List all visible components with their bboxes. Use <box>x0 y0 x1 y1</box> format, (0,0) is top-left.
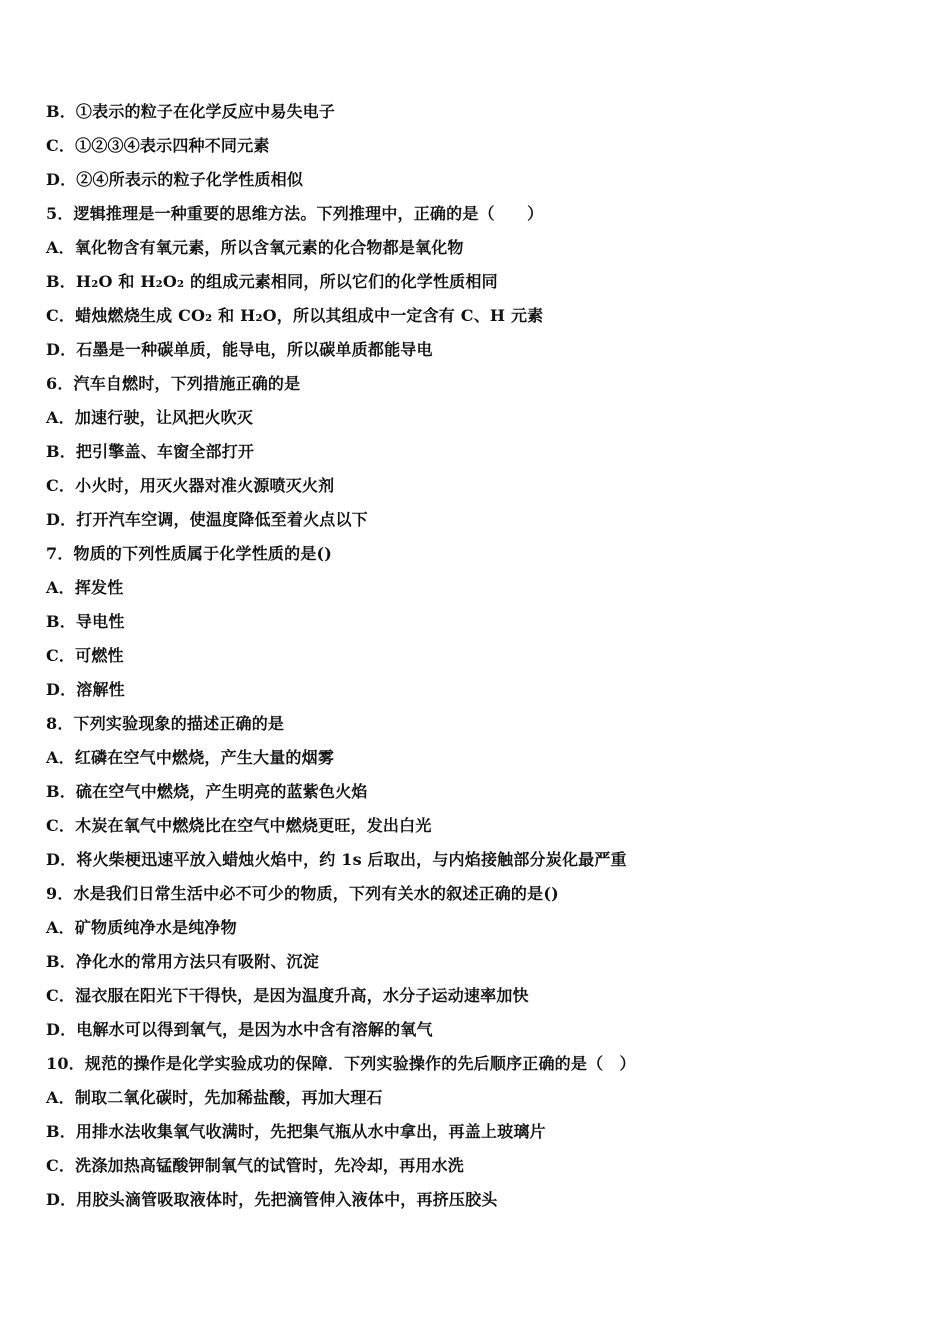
option-line: D．打开汽车空调，使温度降低至着火点以下 <box>46 510 368 529</box>
option-line: D．电解水可以得到氧气，是因为水中含有溶解的氧气 <box>46 1020 433 1039</box>
option-line: B．导电性 <box>46 612 125 631</box>
option-line: A．矿物质纯净水是纯净物 <box>46 918 237 937</box>
option-line: D．溶解性 <box>46 680 125 699</box>
option-line: C．蜡烛燃烧生成 CO₂ 和 H₂O，所以其组成中一定含有 C、H 元素 <box>46 306 544 325</box>
question-stem: 7．物质的下列性质属于化学性质的是() <box>46 544 333 563</box>
option-line: D．将火柴梗迅速平放入蜡烛火焰中，约 1s 后取出，与内焰接触部分炭化最严重 <box>46 850 627 869</box>
option-line: A．红磷在空气中燃烧，产生大量的烟雾 <box>46 748 335 767</box>
option-line: B．把引擎盖、车窗全部打开 <box>46 442 255 461</box>
option-line: C．小火时，用灭火器对准火源喷灭火剂 <box>46 476 335 495</box>
question-stem: 10．规范的操作是化学实验成功的保障．下列实验操作的先后顺序正确的是（ ） <box>46 1054 636 1073</box>
option-line: D．石墨是一种碳单质，能导电，所以碳单质都能导电 <box>46 340 433 359</box>
option-line: C．洗涤加热高锰酸钾制氧气的试管时，先冷却，再用水洗 <box>46 1156 464 1175</box>
option-line: C．可燃性 <box>46 646 124 665</box>
option-line: C．①②③④表示四种不同元素 <box>46 136 270 155</box>
question-stem: 6．汽车自燃时，下列措施正确的是 <box>46 374 301 393</box>
option-line: C．湿衣服在阳光下干得快，是因为温度升高，水分子运动速率加快 <box>46 986 529 1005</box>
option-line: B．硫在空气中燃烧，产生明亮的蓝紫色火焰 <box>46 782 368 801</box>
option-line: A．加速行驶，让风把火吹灭 <box>46 408 254 427</box>
option-line: B．H₂O 和 H₂O₂ 的组成元素相同，所以它们的化学性质相同 <box>46 272 498 291</box>
option-line: C．木炭在氧气中燃烧比在空气中燃烧更旺，发出白光 <box>46 816 432 835</box>
option-line: D．用胶头滴管吸取液体时，先把滴管伸入液体中，再挤压胶头 <box>46 1190 498 1209</box>
question-stem: 5．逻辑推理是一种重要的思维方法。下列推理中，正确的是（ ） <box>46 204 544 223</box>
question-list <box>46 99 906 1221</box>
option-line: A．氧化物含有氧元素，所以含氧元素的化合物都是氧化物 <box>46 238 464 257</box>
question-stem: 8．下列实验现象的描述正确的是 <box>46 714 285 733</box>
option-line: B．净化水的常用方法只有吸附、沉淀 <box>46 952 319 971</box>
question-stem: 9．水是我们日常生活中必不可少的物质，下列有关水的叙述正确的是() <box>46 884 559 903</box>
option-line: B．用排水法收集氧气收满时，先把集气瓶从水中拿出，再盖上玻璃片 <box>46 1122 546 1141</box>
option-line: B．①表示的粒子在化学反应中易失电子 <box>46 102 336 121</box>
option-line: A．挥发性 <box>46 578 124 597</box>
option-line: A．制取二氧化碳时，先加稀盐酸，再加大理石 <box>46 1088 383 1107</box>
option-line: D．②④所表示的粒子化学性质相似 <box>46 170 304 189</box>
